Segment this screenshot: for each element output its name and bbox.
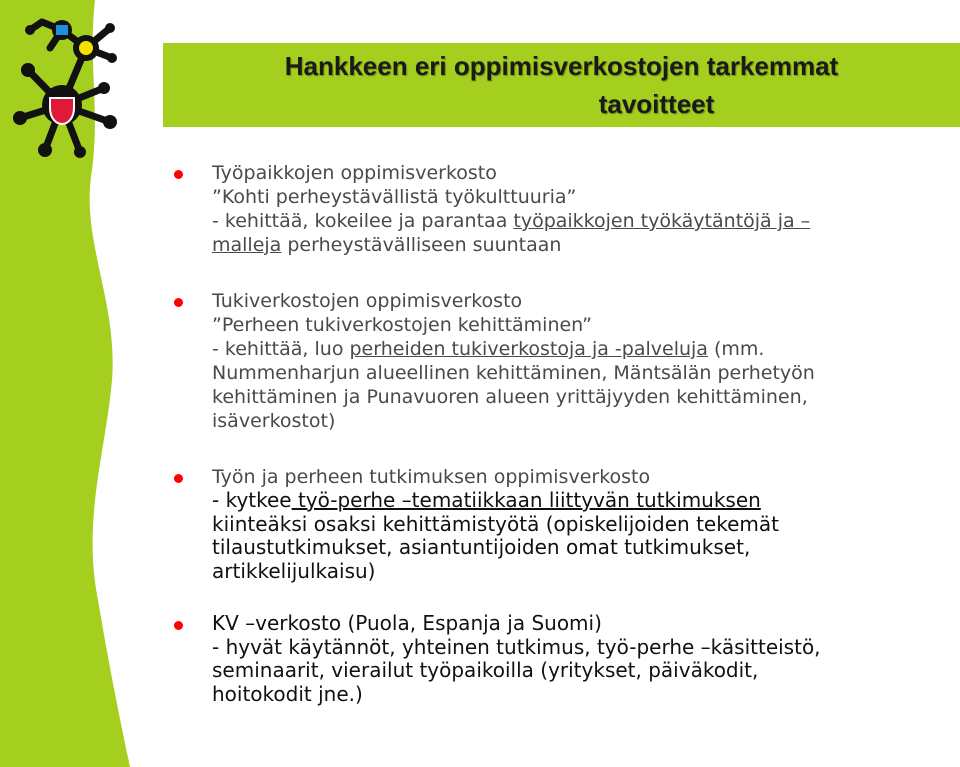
bullet-text-line: - kehittää, kokeilee ja parantaa työpaikkojen työkäytäntöjä ja – [212,210,811,232]
bullet-subheading: ”Kohti perheystävällistä työkulttuuria” [212,186,577,208]
underlined-phrase: työ-perhe –tematiikkaan liittyvän tutkimuksen [291,488,761,512]
underlined-phrase: perheiden tukiverkostoja ja -palveluja [349,338,708,360]
bullet-text-line: artikkelijulkaisu) [212,558,376,583]
page-title [285,47,838,123]
bullet-research-network [212,465,952,583]
bullet-text-line: Nummenharjun alueellinen kehittäminen, Mäntsälän perhetyön [212,362,815,384]
bullet-text-line: - kytkee työ-perhe –tematiikkaan liittyvän tutkimuksen [212,488,761,512]
bullet-subheading: ”Perheen tukiverkostojen kehittäminen” [212,314,593,336]
bullet-text-line: kiinteäksi osaksi kehittämistyötä (opiskelijoiden tekemät [212,511,779,536]
bullet-dot-icon [174,621,183,630]
bullet-dot-icon [174,474,183,483]
bullet-dot-icon [174,298,183,307]
network-logo-icon [0,0,140,170]
bullet-international-network [212,612,952,706]
bullet-text-line: seminaarit, vierailut työpaikoilla (yritykset, päiväkodit, [212,658,759,682]
bullet-dot-icon [174,170,183,179]
underlined-phrase: työpaikkojen työkäytäntöjä ja – [513,210,811,232]
bullet-text-line: isäverkostot) [212,410,336,432]
bullet-heading: Tukiverkostojen oppimisverkosto [212,290,523,312]
bullet-heading: Työpaikkojen oppimisverkosto [212,162,497,184]
title-banner [163,43,960,127]
title-line-1: Hankkeen eri oppimisverkostojen tarkemmat [284,51,839,81]
bullet-text-line: kehittäminen ja Punavuoren alueen yrittäjyyden kehittäminen, [212,386,808,408]
bullet-support-network [212,289,952,433]
bullet-text-line: - kehittää, luo perheiden tukiverkostoja ja -palveluja (mm. [212,338,765,360]
bullet-heading: KV –verkosto (Puola, Espanja ja Suomi) [212,611,602,635]
bullet-text-line: tilaustutkimukset, asiantuntijoiden omat tutkimukset, [212,535,751,559]
bullet-text-line: hoitokodit jne.) [212,681,363,706]
title-line-2: tavoitteet [598,89,715,119]
bullet-workplace-network [212,161,952,257]
bullet-text-line: - hyvät käytännöt, yhteinen tutkimus, työ-perhe –käsitteistö, [212,634,821,659]
bullet-heading: Työn ja perheen tutkimuksen oppimisverkosto [212,466,651,488]
bullet-text-line: malleja perheystävälliseen suuntaan [212,234,562,256]
underlined-phrase: malleja [212,234,282,256]
